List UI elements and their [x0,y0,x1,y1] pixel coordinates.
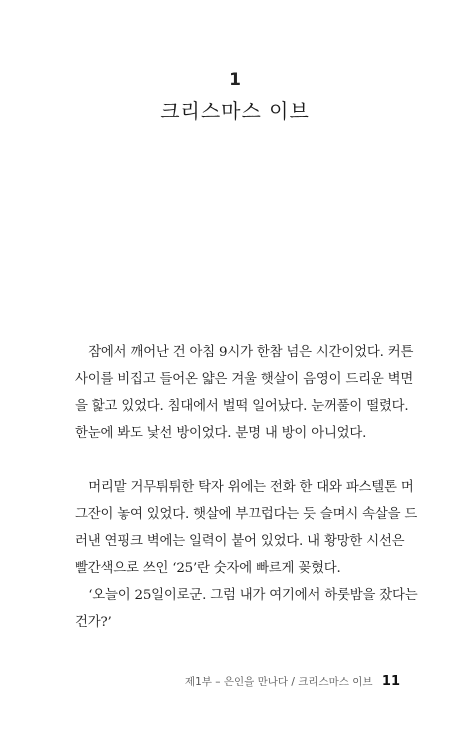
chapter-title: 크리스마스 이브 [160,99,310,123]
page-number: 11 [381,674,400,689]
paragraph-line: 러낸 연핑크 벽에는 일력이 붙어 있었다. 내 황망한 시선은 [75,534,405,549]
paragraph-line: 한눈에 봐도 낯선 방이었다. 분명 내 방이 아니었다. [75,426,367,441]
chapter-number: 1 [229,70,241,90]
paragraph-line: 사이를 비집고 들어온 얇은 겨울 햇살이 음영이 드리운 벽면 [75,372,414,387]
paragraph-line: 머리맡 거무튀튀한 탁자 위에는 전화 한 대와 파스텔톤 머 [75,480,414,495]
paragraph-line: 빨간색으로 쓰인 ‘25’란 숫자에 빠르게 꽂혔다. [75,561,341,576]
paragraph-2 [75,474,418,582]
paragraph-line: ‘오늘이 25일이로군. 그럼 내가 여기에서 하룻밤을 잤다는 [75,588,418,603]
paragraph-1 [75,339,414,447]
paragraph-line: 잠에서 깨어난 건 아침 9시가 한참 넘은 시간이었다. 커튼 [75,345,414,360]
paragraph-line: 건가?’ [75,615,112,630]
paragraph-3 [75,582,418,636]
paragraph-group-2 [75,474,418,636]
page-footer [185,674,400,689]
paragraph-line: 을 핥고 있었다. 침대에서 벌떡 일어났다. 눈꺼풀이 떨렸다. [75,399,409,414]
paragraph-line: 그잔이 놓여 있었다. 햇살에 부끄럽다는 듯 슬며시 속살을 드 [75,507,418,522]
running-head: 제1부 – 은인을 만나다 / 크리스마스 이브 [184,676,373,688]
